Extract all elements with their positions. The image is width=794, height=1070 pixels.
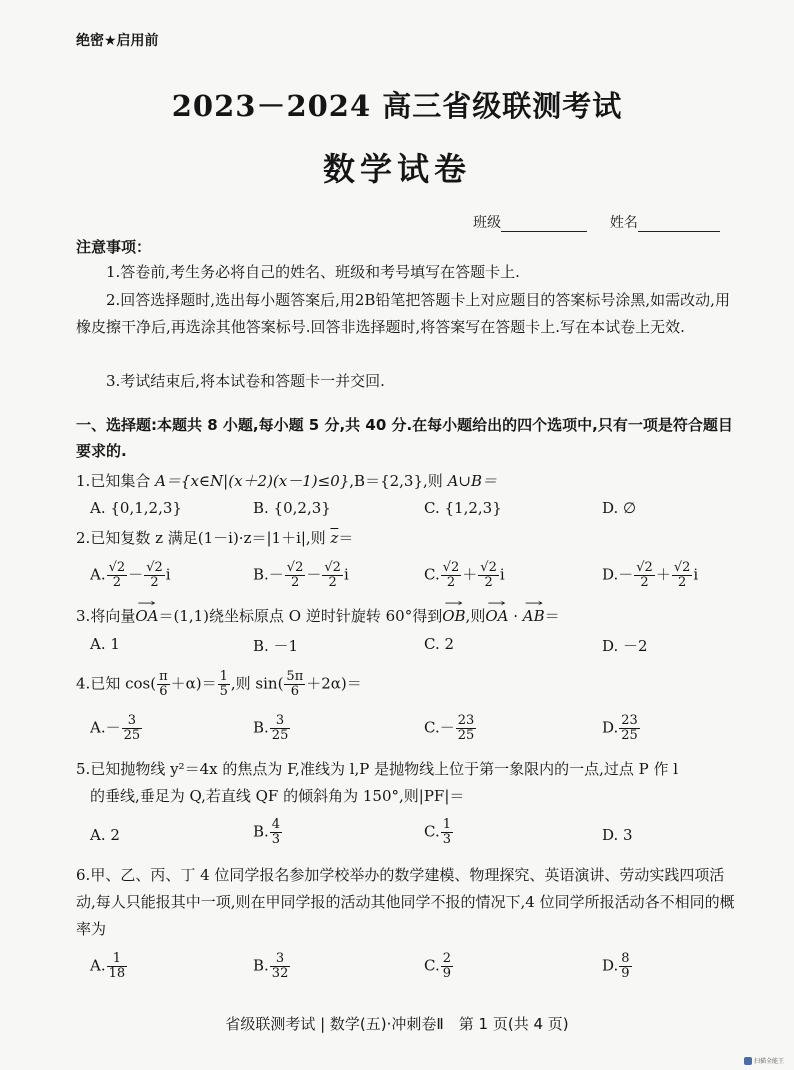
numerator: 2 [442,951,451,966]
question-5-line-1 [76,758,678,780]
question-text: 已知复数 z 满足(1－i)·z＝|1＋i|,则 [90,529,331,547]
fraction [441,952,453,981]
scanner-logo-icon [744,1057,752,1065]
confidential-label: 绝密★启用前 [76,33,159,49]
vector-ab: → AB [523,605,545,627]
denominator: 3 [271,832,281,847]
q3-option-d: D. －2 [602,637,648,655]
operator: － [306,565,322,584]
q1-option-b: B. {0,2,3} [253,499,331,517]
numerator: π [159,669,168,684]
z-conjugate: $\overline{z}$ [330,529,339,547]
option-label: A.－ [90,718,121,737]
option-label: B. [253,956,269,975]
vector-oa: → OA [485,605,508,627]
denominator: 6 [159,684,168,699]
fraction [284,670,305,699]
numerator: √2 [480,560,497,575]
operator: ＋ [655,565,671,584]
denominator: 2 [150,575,159,590]
fraction [456,714,477,743]
fraction [270,952,291,981]
denominator: 32 [271,966,289,981]
q6-option-d [602,952,633,981]
question-text: ,B＝{2,3},则 [349,472,448,490]
denominator: 3 [442,832,451,847]
question-6 [76,862,741,943]
denominator: 2 [640,575,649,590]
imag-unit: i [343,565,349,584]
numerator: √2 [286,560,304,575]
denominator: 9 [442,966,451,981]
question-text: ＝(1,1)绕坐标原点 O 逆时针旋转 60°得到 [158,607,443,625]
denominator: 18 [108,966,126,981]
q2-option-b [253,561,349,590]
question-text: 已知 cos( [90,674,157,693]
q1-option-a: A. {0,1,2,3} [90,499,182,517]
question-2 [76,527,353,549]
q4-option-c [424,714,477,743]
option-label: B. [253,822,269,841]
question-3 [76,605,560,627]
fraction [285,561,306,590]
option-label: C. [424,822,440,841]
q6-option-c [424,952,454,981]
question-text: ＋α)＝ [170,674,217,693]
question-text: 将向量 [90,607,136,625]
notes-title: 注意事项： [76,238,152,256]
q5-option-d: D. 3 [602,826,633,844]
option-label: D. [602,956,619,975]
question-number: 6. [76,866,91,884]
question-number: 5. [76,760,91,778]
q3-option-b: B. －1 [253,637,299,655]
question-1 [76,470,497,492]
option-label: A. [90,956,106,975]
numerator: 5π [286,669,304,684]
scanner-watermark [744,1056,784,1066]
fraction [107,561,128,590]
option-label: C. [424,956,440,975]
numerator: 3 [122,714,143,729]
fraction [144,561,165,590]
denominator: 25 [123,728,141,743]
q4-option-d [602,714,641,743]
q3-option-c: C. 2 [424,635,455,653]
fraction [441,561,462,590]
denominator: 6 [290,684,299,699]
fraction [270,818,282,847]
denominator: 25 [457,728,475,743]
question-text: ＋2α)＝ [306,674,362,693]
q5-option-a: A. 2 [90,826,120,844]
name-blank [638,215,720,232]
q4-option-b [253,714,291,743]
denominator: 25 [621,728,638,743]
numerator: 3 [270,952,291,967]
question-5-line-2: 的垂线,垂足为 Q,若直线 QF 的倾斜角为 150°,则|PF|＝ [90,787,465,805]
q5-option-b [253,818,283,847]
numerator: 1 [219,669,228,684]
question-number: 2. [76,529,91,547]
denominator: 2 [677,575,687,590]
question-text: ,则 [465,607,486,625]
question-number: 3. [76,607,91,625]
operator: － [128,565,144,584]
note-item-2: 2.回答选择题时,选出每小题答案后,用2B铅笔把答题卡上对应题目的答案标号涂黑,如需改动,用橡皮擦干净后,再选涂其他答案标号.回答非选择题时,将答案写在答题卡上.写在本试卷上无效. [76,291,730,336]
fraction [672,561,693,590]
q6-option-b [253,952,291,981]
fraction [270,714,291,743]
option-label: C.－ [424,718,455,737]
numerator: 23 [457,713,475,728]
operator: ＋ [462,565,478,584]
imag-unit: i [165,565,171,584]
denominator: 2 [484,575,493,590]
numerator: √2 [442,560,460,575]
denominator: 2 [112,575,122,590]
q5-option-c [424,818,454,847]
q2-option-c [424,561,505,590]
fraction [441,818,453,847]
page-footer: 省级联测考试 | 数学(五)·冲刺卷Ⅱ 第 1 页(共 4 页) [225,1015,569,1033]
fraction [634,561,655,590]
note-item-3: 3.考试结束后,将本试卷和答题卡一并交回. [106,372,385,390]
q6-option-a [90,952,128,981]
q2-option-a [90,561,171,590]
q1-option-c: C. {1,2,3} [424,499,502,517]
question-4 [76,670,362,699]
set-a-expr: A＝{x∈N|(x＋2)(x－1)≤0} [155,472,350,490]
vector-oa: → OA [135,605,158,627]
denominator: 2 [446,575,456,590]
denominator: 9 [621,966,630,981]
note-item-1: 1.答卷前,考生务必将自己的姓名、班级和考号填写在答题卡上. [106,263,520,281]
fraction [122,714,143,743]
dot-operator: · [508,607,523,625]
fraction [107,952,128,981]
watermark-text: 扫描全能王 [753,1057,784,1065]
q2-option-d [602,561,698,590]
fraction [157,670,170,699]
numerator: 8 [621,951,630,966]
question-text: ＝ [544,607,560,625]
denominator: 5 [219,684,228,699]
denominator: 25 [271,728,289,743]
q1-option-d: D. ∅ [602,499,637,517]
fraction [478,561,499,590]
option-label: D.－ [602,565,634,584]
class-label: 班级 [473,215,501,231]
numerator: 1 [442,817,451,832]
question-text: ＝ [338,529,354,547]
denominator: 2 [290,575,300,590]
imag-unit: i [693,565,699,584]
numerator: 1 [107,952,128,967]
option-label: B.－ [253,565,284,584]
question-text: 已知集合 [90,472,156,490]
exam-title: 2023－2024 高三省级联测考试 [171,89,623,123]
fraction [218,670,230,699]
name-label: 姓名 [609,215,638,231]
fraction [322,561,343,590]
q3-option-a: A. 1 [90,635,120,653]
question-text: 甲、乙、丙、丁 4 位同学报名参加学校举办的数学建模、物理探究、英语演讲、劳动实践四项活动,每人只能报其中一项,则在甲同学报的活动其他同学不报的情况下,4 位同学所报活动各不相同的概率为 [76,866,735,938]
numerator: √2 [673,560,691,575]
question-text: ,则 sin( [230,674,284,693]
fraction [619,952,631,981]
q4-option-a [90,714,143,743]
numerator: √2 [108,560,126,575]
numerator: √2 [324,560,341,575]
fraction [619,714,640,743]
vector-ob: → OB [442,605,465,627]
denominator: 2 [328,575,337,590]
exam-subject-title: 数学试卷 [322,150,471,188]
option-label: D. [602,718,619,737]
numerator: √2 [146,560,163,575]
class-blank [501,215,587,232]
question-number: 1. [76,472,91,490]
numerator: 3 [270,714,291,729]
numerator: 23 [621,713,638,728]
question-number: 4. [76,674,91,693]
numerator: 4 [271,817,281,832]
option-label: C. [424,565,440,584]
union-expr: A∪B＝ [447,472,497,490]
numerator: √2 [636,560,653,575]
option-label: A. [90,565,106,584]
student-info-fields [473,212,720,232]
section-heading: 一、选择题:本题共 8 小题,每小题 5 分,共 40 分.在每小题给出的四个选项中,只有一项是符合题目要求的. [76,416,733,460]
question-text: 已知抛物线 y²＝4x 的焦点为 F,准线为 l,P 是抛物线上位于第一象限内的一点,过点 P 作 l [90,760,679,778]
option-label: B. [253,718,269,737]
imag-unit: i [499,565,505,584]
